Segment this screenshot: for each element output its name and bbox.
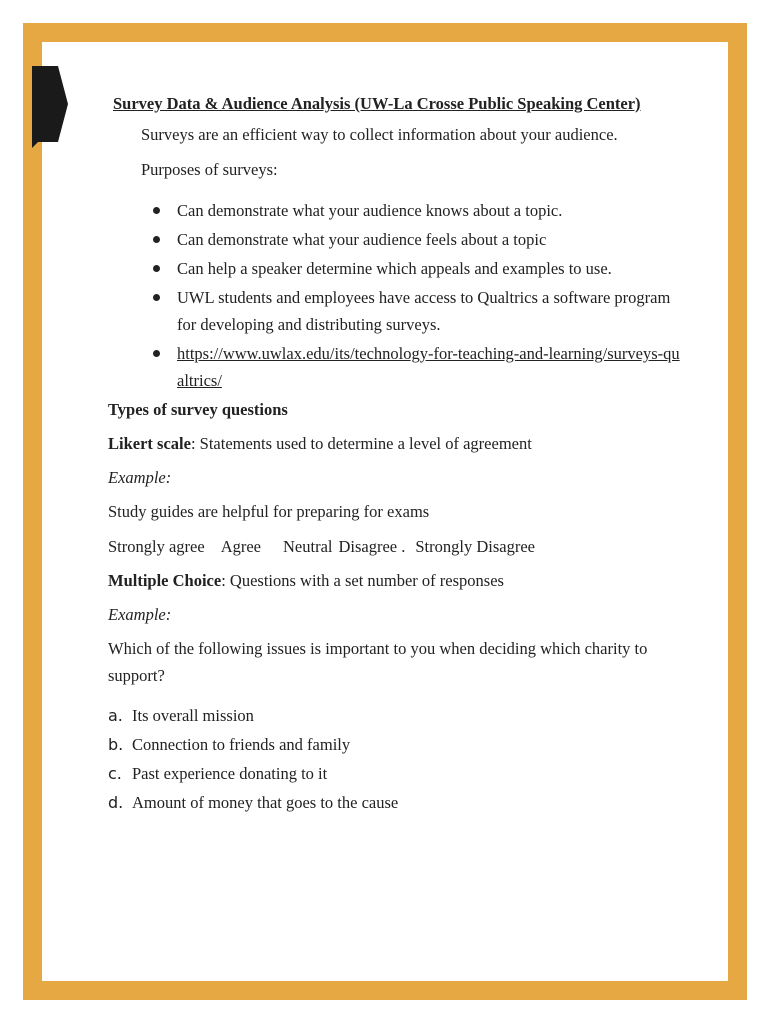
list-item: Can demonstrate what your audience knows about a topic. (141, 197, 681, 224)
scale-option: Strongly agree (108, 537, 205, 556)
purposes-heading: Purposes of surveys: (141, 160, 278, 179)
bullet-icon (153, 207, 160, 214)
scale-option: Strongly Disagree (415, 537, 535, 556)
bullet-icon (153, 265, 160, 272)
document-title: Survey Data & Audience Analysis (UW-La Crosse Public Speaking Center) (113, 94, 641, 113)
option-text: Connection to friends and family (132, 735, 351, 754)
intro-text: Surveys are an efficient way to collect information about your audience. (141, 125, 618, 144)
qualtrics-link[interactable]: https://www.uwlax.edu/its/technology-for-teaching-and-learning/surveys-qualtrics/ (177, 344, 680, 390)
bullet-icon (153, 236, 160, 243)
option-letter: d. (108, 793, 124, 812)
multiple-choice-definition-text: : Questions with a set number of responses (221, 571, 504, 590)
list-item: UWL students and employees have access to Qualtrics a software program for developing and distributing surveys. (141, 284, 681, 338)
types-heading: Types of survey questions (108, 400, 288, 419)
multiple-choice-term: Multiple Choice (108, 571, 222, 590)
likert-scale (108, 537, 535, 557)
list-item (108, 701, 398, 730)
list-item: Can demonstrate what your audience feels about a topic (141, 226, 681, 253)
multiple-choice-example-label: Example: (108, 605, 172, 624)
scale-option: Disagree . (338, 537, 406, 556)
likert-example-label: Example: (108, 468, 172, 487)
bullet-icon (153, 294, 160, 301)
likert-definition (108, 434, 532, 454)
purposes-list (141, 197, 681, 396)
list-item (108, 730, 398, 759)
option-text: Amount of money that goes to the cause (132, 793, 399, 812)
multiple-choice-question: Which of the following issues is important to you when deciding which charity to support? (108, 639, 648, 685)
list-item (108, 788, 398, 817)
scale-option: Neutral (283, 537, 333, 556)
option-letter: b. (108, 735, 124, 754)
answer-options-list (108, 701, 398, 817)
list-item (141, 340, 681, 394)
option-letter: c. (108, 764, 122, 783)
multiple-choice-definition (108, 571, 504, 591)
list-item: Can help a speaker determine which appeals and examples to use. (141, 255, 681, 282)
list-item (108, 759, 398, 788)
likert-example-statement: Study guides are helpful for preparing for exams (108, 502, 430, 521)
option-text: Past experience donating to it (132, 764, 328, 783)
option-text: Its overall mission (132, 706, 254, 725)
option-letter: a. (108, 706, 123, 725)
likert-term: Likert scale (108, 434, 191, 453)
scale-option: Agree (220, 537, 261, 556)
bullet-icon (153, 350, 160, 357)
likert-definition-text: : Statements used to determine a level of agreement (190, 434, 532, 453)
